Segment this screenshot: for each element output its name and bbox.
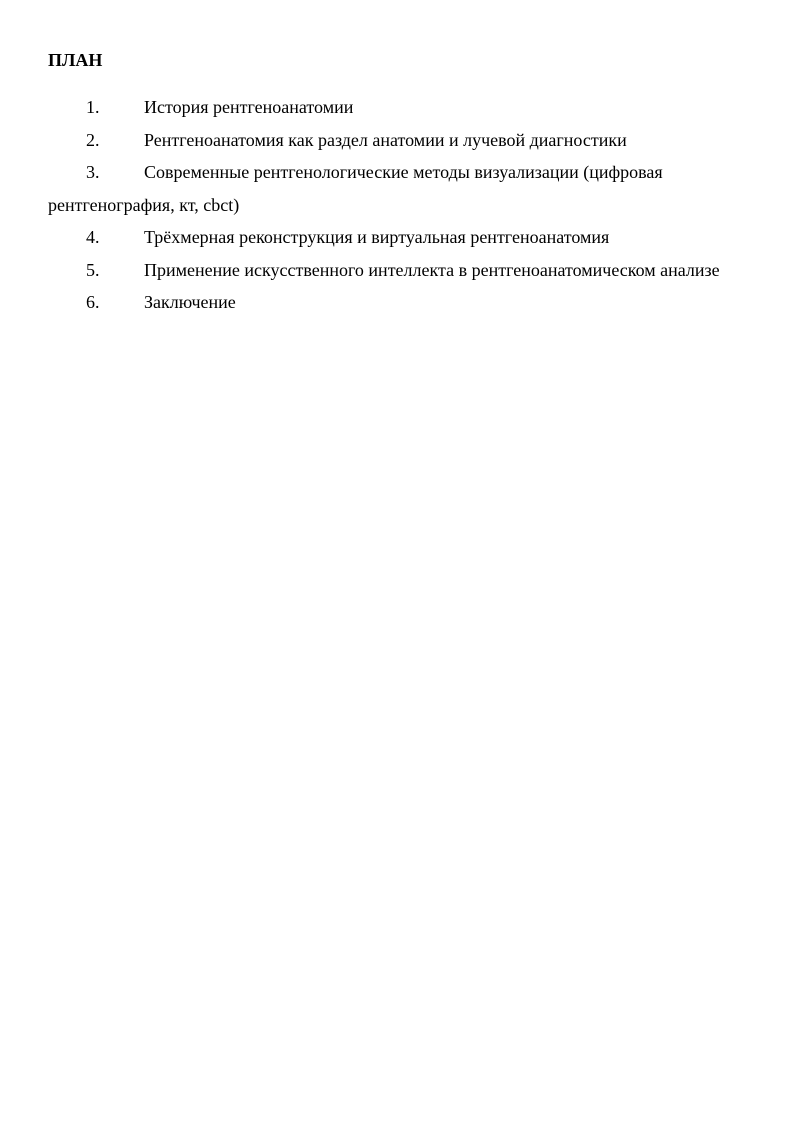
list-item [48,124,768,157]
list-item-number: 3. [86,162,100,182]
list-item-text: Применение искусственного интеллекта в рентгеноанатомическом анализе [144,259,720,280]
list-item-number: 6. [86,292,100,312]
page-title: ПЛАН [48,50,103,70]
list-item-text: Трёхмерная реконструкция и виртуальная рентгеноанатомия [144,227,610,247]
list-item [48,221,768,254]
list-item-text: История рентгеноанатомии [144,97,354,117]
plan-list [48,91,768,319]
list-item [48,91,768,124]
list-item-number: 4. [86,227,100,247]
list-item-text: Современные рентгенологические методы визуализации (цифровая рентгенография, кт, cbct) [48,162,663,215]
list-item [48,286,768,319]
list-item-number: 1. [86,97,100,117]
list-item-text: Заключение [144,292,236,312]
list-item-text: Рентгеноанатомия как раздел анатомии и лучевой диагностики [144,129,627,150]
list-item [48,254,768,287]
list-item-number: 2. [86,129,100,150]
list-item-number: 5. [86,259,100,280]
list-item [48,156,768,221]
